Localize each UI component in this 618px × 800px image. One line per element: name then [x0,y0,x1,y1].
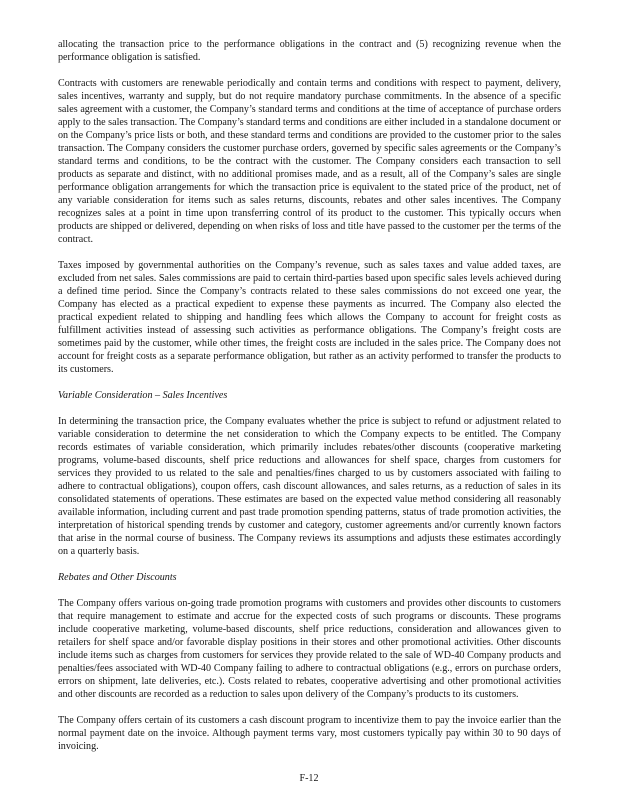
page-number: F-12 [299,773,319,784]
paragraph-cash-discount-program: The Company offers certain of its customers a cash discount program to incentivize them to pay the invoice earlier than the normal payment date on the invoice. Although payment terms vary, most customers typically pay within 30 to 90 days of invoicing. [58,715,561,752]
paragraph-contracts-with-customers: Contracts with customers are renewable periodically and contain terms and conditions with respect to payment, delivery, sales incentives, warranty and supply, but do not require mandatory purchase commitments. In the absence of a specific sales agreement with a customer, the Company’s standard terms and conditions at the time of acceptance of purchase orders apply to the sales transaction. The Company’s standard terms and conditions are either included in a standalone document or on the Company’s price lists or both, and these standard terms and conditions are provided to the customer prior to the sales transaction. The Company considers the customer purchase orders, governed by specific sales agreements or the Company’s standard terms and conditions, to be the contract with the customer. The Company considers each transaction to sell products as separate and distinct, with no additional promises made, and as a result, all of the Company’s sales are single performance obligation arrangements for which the transaction price is equivalent to the stated price of the product, net of any variable consideration for items such as sales returns, discounts, rebates and other sales incentives. The Company recognizes sales at a point in time upon transferring control of its product to the customer. This typically occurs when products are shipped or delivered, depending on when risks of loss and title have passed to the customer per the terms of the contract. [58,78,561,245]
paragraph-variable-consideration: In determining the transaction price, the Company evaluates whether the price is subject to refund or adjustment related to variable consideration to determine the net consideration to which the Company expects to be entitled. The Company records estimates of variable consideration, which primarily includes rebates/other discounts (cooperative marketing programs, volume-based discounts, shelf price reductions and allowances for shelf space, charges from customers for services they provided to us related to the sale and penalties/fines charged to us by customers associated with failing to adhere to contractual obligations), coupon offers, cash discount allowances, and sales returns, as a reduction of sales in its consolidated statements of operations. These estimates are based on the expected value method considering all reasonably available information, including current and past trade promotion spending patterns, status of trade promotion activities, the interpretation of historical spending trends by customer and category, customer agreements and/or currently known factors that arise in the normal course of business. The Company reviews its assumptions and adjusts these estimates accordingly on a quarterly basis. [58,416,561,557]
heading-rebates-and-other-discounts: Rebates and Other Discounts [58,572,177,583]
paragraph-taxes-and-freight: Taxes imposed by governmental authorities on the Company’s revenue, such as sales taxes and value added taxes, are excluded from net sales. Sales commissions are paid to certain third-parties based upon specific sales levels achieved during a defined time period. Since the Company’s contracts related to these sales commissions do not exceed one year, the Company has elected as a practical expedient to expense these payments as incurred. The Company also elected the practical expedient related to shipping and handling fees which allows the Company to account for freight costs as fulfillment activities instead of assessing such activities as performance obligations. The Company’s freight costs are sometimes paid by the customer, while other times, the freight costs are included in the sales price. The Company does not account for freight costs as a separate performance obligation, but rather as an activity performed to transfer the products to its customers. [58,260,561,375]
page-body [58,38,561,766]
paragraph-rebates-and-other-discounts: The Company offers various on-going trade promotion programs with customers and provides other discounts to customers that require management to estimate and accrue for the expected costs of such programs or discounts. These programs include cooperative marketing, volume-based discounts, shelf price reductions, consideration and allowances given to retailers for shelf space and/or favorable display positions in their stores and other promotional activities. Other discounts include items such as charges from customers for services they provide related to the sale of WD-40 Company products and penalties/fees associated with WD-40 Company failing to adhere to contractual obligations (e.g., errors on purchase orders, errors on shipment, late deliveries, etc.). Costs related to rebates, cooperative advertising and other promotional activities and other discounts are recorded as a reduction to sales upon delivery of the Company’s products to its customers. [58,598,561,700]
heading-variable-consideration-sales-incentives: Variable Consideration – Sales Incentives [58,390,228,401]
paragraph-revenue-recognition-continuation: allocating the transaction price to the performance obligations in the contract and (5) recognizing revenue when the performance obligation is satisfied. [58,39,561,63]
